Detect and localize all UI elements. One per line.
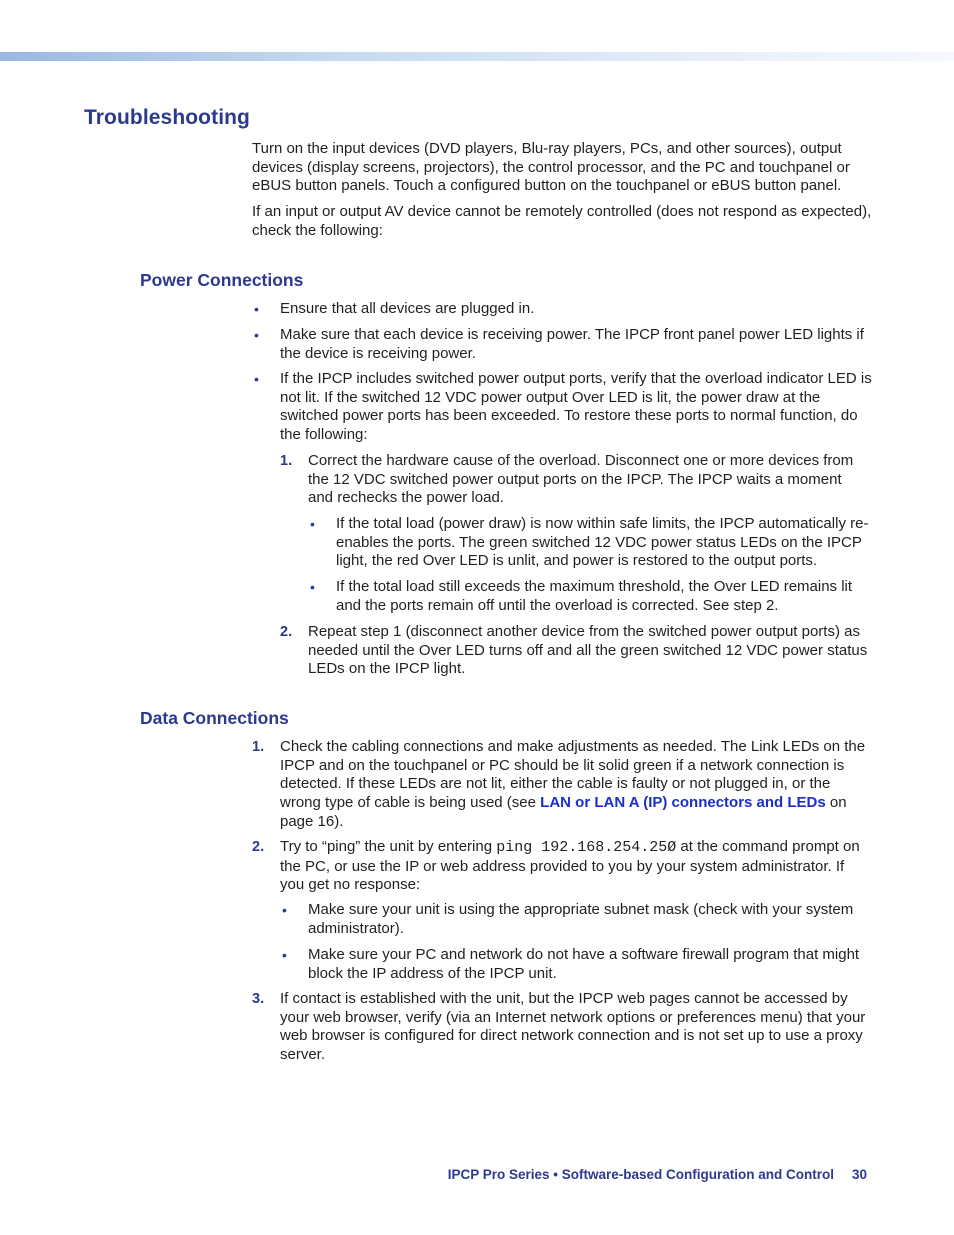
power-bullet-3 (254, 370, 875, 445)
bullet-marker: • (282, 902, 287, 918)
data-step-1 (252, 738, 870, 832)
header-gradient-bar (0, 52, 954, 61)
data-step-2-sub-1-text: Make sure your unit is using the appropriate subnet mask (check with your system administrator). (308, 901, 854, 937)
data-step-3-text: If contact is established with the unit, but the IPCP web pages cannot be accessed by your web browser, verify (via an Internet network options or preferences menu) that your web browser is configured for direct network connection and is not set up to use a proxy server. (280, 990, 866, 1064)
data-step-2-text-after: at the command prompt on the PC, or use the IP or web address provided to you by your system administrator. If you get no response: (280, 838, 860, 894)
bullet-marker: • (310, 516, 315, 532)
page-number: 30 (851, 1167, 867, 1182)
ping-command: ping 192.168.254.25Ø (496, 839, 677, 856)
power-bullet-1-text: Ensure that all devices are plugged in. (280, 300, 535, 317)
bullet-marker: • (282, 947, 287, 963)
intro-paragraph-2: If an input or output AV device cannot be remotely controlled (does not respond as expected), check the following: (252, 203, 872, 239)
data-step-2-sub-2 (282, 946, 873, 983)
bullet-marker: • (254, 301, 259, 317)
power-step-2-text: Repeat step 1 (disconnect another device from the switched power output ports) as needed until the Over LED turns off and all the green switched 12 VDC power status LEDs on the IPCP light. (308, 623, 868, 678)
step-number: 2. (252, 839, 265, 855)
power-step-1-sub-2 (310, 578, 871, 615)
data-step-2 (252, 838, 870, 895)
power-step-1-sub-2-text: If the total load still exceeds the maximum threshold, the Over LED remains lit and the ports remain off until the overload is corrected. See step 2. (336, 578, 853, 614)
data-step-2-sub-1 (282, 901, 873, 938)
power-bullet-2-text: Make sure that each device is receiving power. The IPCP front panel power LED lights if the device is receiving power. (280, 326, 864, 362)
intro-paragraph-1: Turn on the input devices (DVD players, Blu-ray players, PCs, and other sources), output devices (display screens, projectors), the control processor, and the PC and touchpanel or eBUS button panels. Touch a configured button on the touchpanel or eBUS button panel. (252, 140, 850, 195)
data-step-1-text (280, 738, 870, 832)
data-step-2-text (280, 838, 870, 895)
power-bullet-3-text: If the IPCP includes switched power output ports, verify that the overload indicator LED is not lit. If the switched 12 VDC power output Over LED is lit, the power draw at the switched power ports has been exceeded. To restore these ports to normal function, do the following: (280, 370, 872, 444)
data-step-3 (252, 990, 872, 1065)
power-bullet-1 (254, 300, 875, 319)
power-step-1 (280, 452, 868, 508)
power-step-1-text: Correct the hardware cause of the overload. Disconnect one or more devices from the 12 VDC switched power output ports on the IPCP. The IPCP waits a moment and rechecks the power load. (308, 452, 854, 507)
data-step-2-text-before: Try to “ping” the unit by entering (280, 838, 497, 855)
intro-section (252, 140, 872, 241)
power-step-1-sub-1 (310, 515, 871, 571)
page-footer (448, 1167, 867, 1182)
data-step-1-text-after: on page 16). (280, 794, 847, 830)
bullet-marker: • (310, 579, 315, 595)
data-connections-heading: Data Connections (140, 708, 289, 728)
data-step-2-sub-2-text: Make sure your PC and network do not have a software firewall program that might block the IP address of the IPCP unit. (308, 946, 860, 982)
power-step-2 (280, 623, 868, 679)
power-connections-heading: Power Connections (140, 270, 304, 290)
step-number: 2. (280, 624, 293, 640)
footer-title: IPCP Pro Series • Software-based Configuration and Control (447, 1167, 834, 1182)
page-heading: Troubleshooting (84, 106, 250, 129)
step-number: 1. (252, 739, 265, 755)
power-step-1-sub-1-text: If the total load (power draw) is now within safe limits, the IPCP automatically re-enables the ports. The green switched 12 VDC power status LEDs on the IPCP light, the red Over LED is unlit, and power is restored to the output ports. (336, 515, 869, 570)
bullet-marker: • (254, 327, 259, 343)
lan-connectors-link[interactable]: LAN or LAN A (IP) connectors and LEDs (540, 794, 826, 812)
power-bullet-2 (254, 326, 875, 363)
step-number: 1. (280, 453, 293, 469)
step-number: 3. (252, 991, 265, 1007)
data-step-1-text-before: Check the cabling connections and make adjustments as needed. The Link LEDs on the IPCP and on the touchpanel or PC should be lit solid green if a network connection is detected. If these LEDs are not lit, either the cable is faulty or not plugged in, or the wrong type of cable is being used (see (280, 738, 866, 812)
bullet-marker: • (254, 371, 259, 387)
